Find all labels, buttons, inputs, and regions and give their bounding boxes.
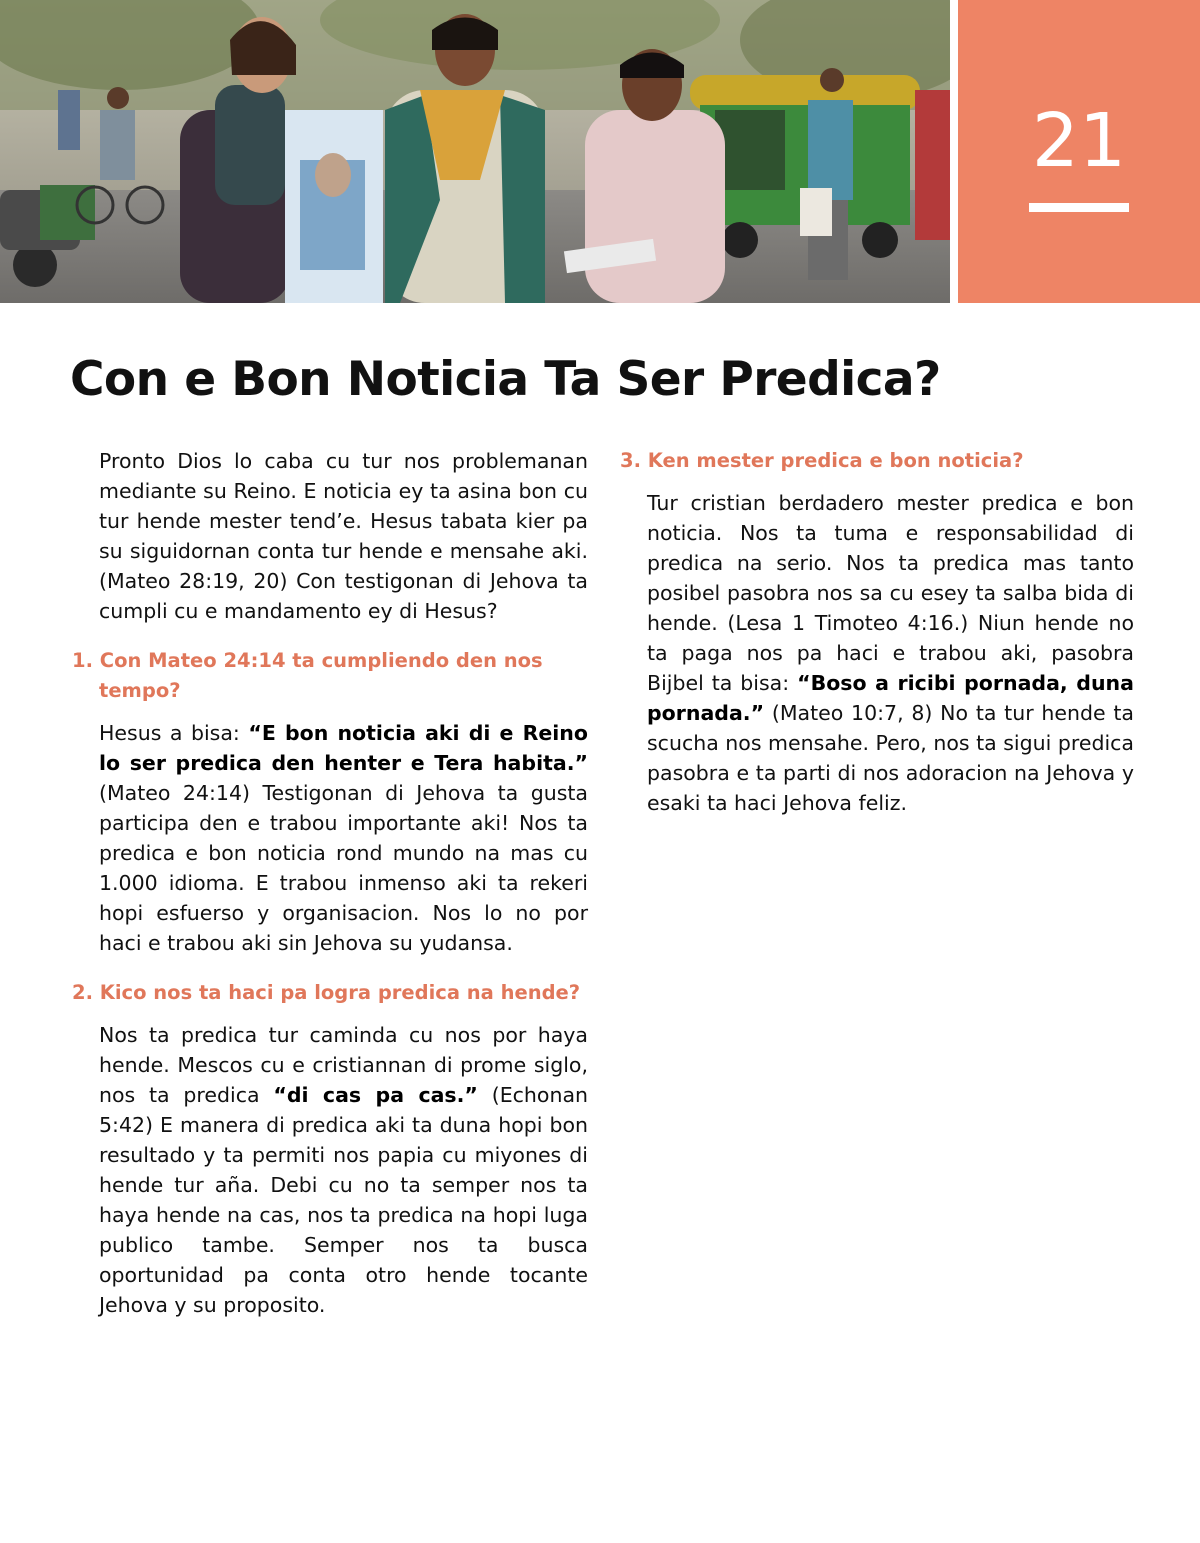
header-photo [0, 0, 950, 303]
answer-1-quote: “E bon noticia aki di e Reino lo ser predica den henter e Tera habita.” [99, 721, 588, 775]
answer-3 [620, 488, 1134, 818]
answer-2-text-b: (Echonan 5:42) E manera di predica aki ta duna hopi bon resultado y ta permiti nos papia cu miyones di hende tur aña. Debi cu no ta semper nos ta haya hende na cas, nos ta predica na hopi luga publico tambe. Semper nos ta busca oportunidad pa conta otro hende tocante Jehova y su proposito. [99, 1083, 589, 1317]
page-title: Con e Bon Noticia Ta Ser Predica? [70, 352, 941, 407]
intro-paragraph: Pronto Dios lo caba cu tur nos problemanan mediante su Reino. E noticia ey ta asina bon cu tur hende mester tend’e. Hesus tabata kier pa su siguidornan conta tur hende e mensahe aki. (Mateo 28:19, 20) Con testigonan di Jehova ta cumpli cu e mandamento ey di Hesus? [99, 449, 588, 623]
lesson-number-badge [958, 0, 1200, 303]
question-1: 1. Con Mateo 24:14 ta cumpliendo den nos tempo? [72, 649, 543, 702]
answer-2 [72, 1020, 588, 1320]
answer-1 [72, 718, 588, 958]
answer-2-quote: “di cas pa cas.” [273, 1083, 478, 1107]
answer-3-text-a: Tur cristian berdadero mester predica e bon noticia. Nos ta tuma e responsabilidad di predica na serio. Nos ta predica mas tanto posibel pasobra nos sa cu esey ta salba bida di hende. (Lesa 1 Timoteo 4:16.) Niun hende no ta paga nos pa haci e trabou aki, pasobra Bijbel ta bisa: [647, 491, 1134, 695]
lesson-number: 21 [1031, 98, 1127, 184]
question-2: 2. Kico nos ta haci pa logra predica na hende? [72, 981, 581, 1004]
question-3: 3. Ken mester predica e bon noticia? [620, 449, 1024, 472]
answer-2-text-a: Nos ta predica tur caminda cu nos por haya hende. Mescos cu e cristiannan di prome siglo, nos ta predica [99, 1023, 588, 1107]
left-column [72, 446, 588, 1320]
answer-1-text-b: (Mateo 24:14) Testigonan di Jehova ta gusta participa den e trabou importante aki! Nos ta predica e bon noticia rond mundo na mas cu 1.000 idioma. E trabou inmenso aki ta rekeri hopi esfuerso y organisacion. Nos lo no por haci e trabou aki sin Jehova su yudansa. [99, 781, 588, 955]
answer-3-text-b: (Mateo 10:7, 8) No ta tur hende ta scucha nos mensahe. Pero, nos ta sigui predica pasobra e ta parti di nos adoracion na Jehova y esaki ta haci Jehova feliz. [647, 701, 1134, 815]
answer-3-quote: “Boso a ricibi pornada, duna pornada.” [647, 671, 1134, 725]
right-column [620, 446, 1134, 818]
lesson-number-underline [1029, 203, 1129, 212]
answer-1-text-a: Hesus a bisa: [99, 721, 249, 745]
